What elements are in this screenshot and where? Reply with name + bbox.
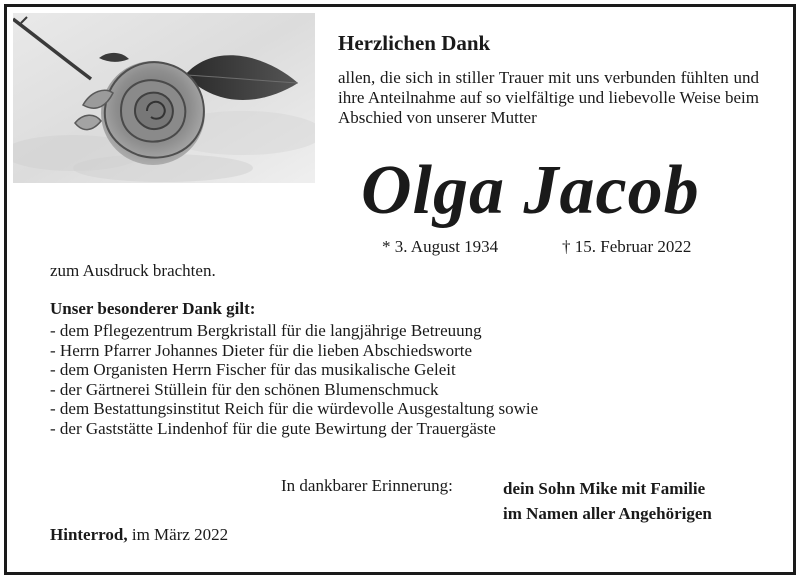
list-item: - dem Bestattungsinstitut Reich für die würdevolle Ausgestaltung sowie: [50, 399, 539, 418]
list-item: - dem Pflegezentrum Bergkristall für die langjährige Betreuung: [50, 321, 482, 340]
memory-label: In dankbarer Erinnerung:: [281, 476, 453, 495]
date: im März 2022: [131, 525, 229, 544]
rose-icon: [13, 13, 315, 183]
special-thanks-heading: Unser besonderer Dank gilt:: [50, 299, 256, 318]
birth-date: * 3. August 1934: [382, 237, 499, 256]
death-date: † 15. Februar 2022: [562, 237, 692, 256]
family-signature: [503, 476, 712, 526]
thanks-heading: Herzlichen Dank: [338, 31, 491, 55]
signature-line-2: im Namen aller Angehörigen: [503, 504, 712, 523]
signature-line-1: dein Sohn Mike mit Familie: [503, 479, 706, 498]
list-item: - der Gaststätte Lindenhof für die gute Bewirtung der Trauergäste: [50, 418, 496, 438]
intro-text: allen, die sich in stiller Trauer mit uns verbunden fühlten und ihre Anteilnahme auf so vielfältige und liebevolle Weise beim Abschied von unserer Mutter: [338, 68, 759, 127]
obituary-card: [4, 4, 796, 575]
place-date: [50, 525, 228, 545]
list-item: - Herrn Pfarrer Johannes Dieter für die lieben Abschiedsworte: [50, 340, 473, 360]
deceased-name: Olga Jacob: [361, 152, 700, 229]
thanks-list: [50, 321, 538, 438]
place: Hinterrod,: [50, 525, 128, 544]
closing-phrase: zum Ausdruck brachten.: [50, 261, 216, 280]
rose-photo: [13, 13, 315, 183]
list-item: - der Gärtnerei Stüllein für den schönen Blumenschmuck: [50, 379, 439, 399]
list-item: - dem Organisten Herrn Fischer für das musikalische Geleit: [50, 360, 456, 379]
